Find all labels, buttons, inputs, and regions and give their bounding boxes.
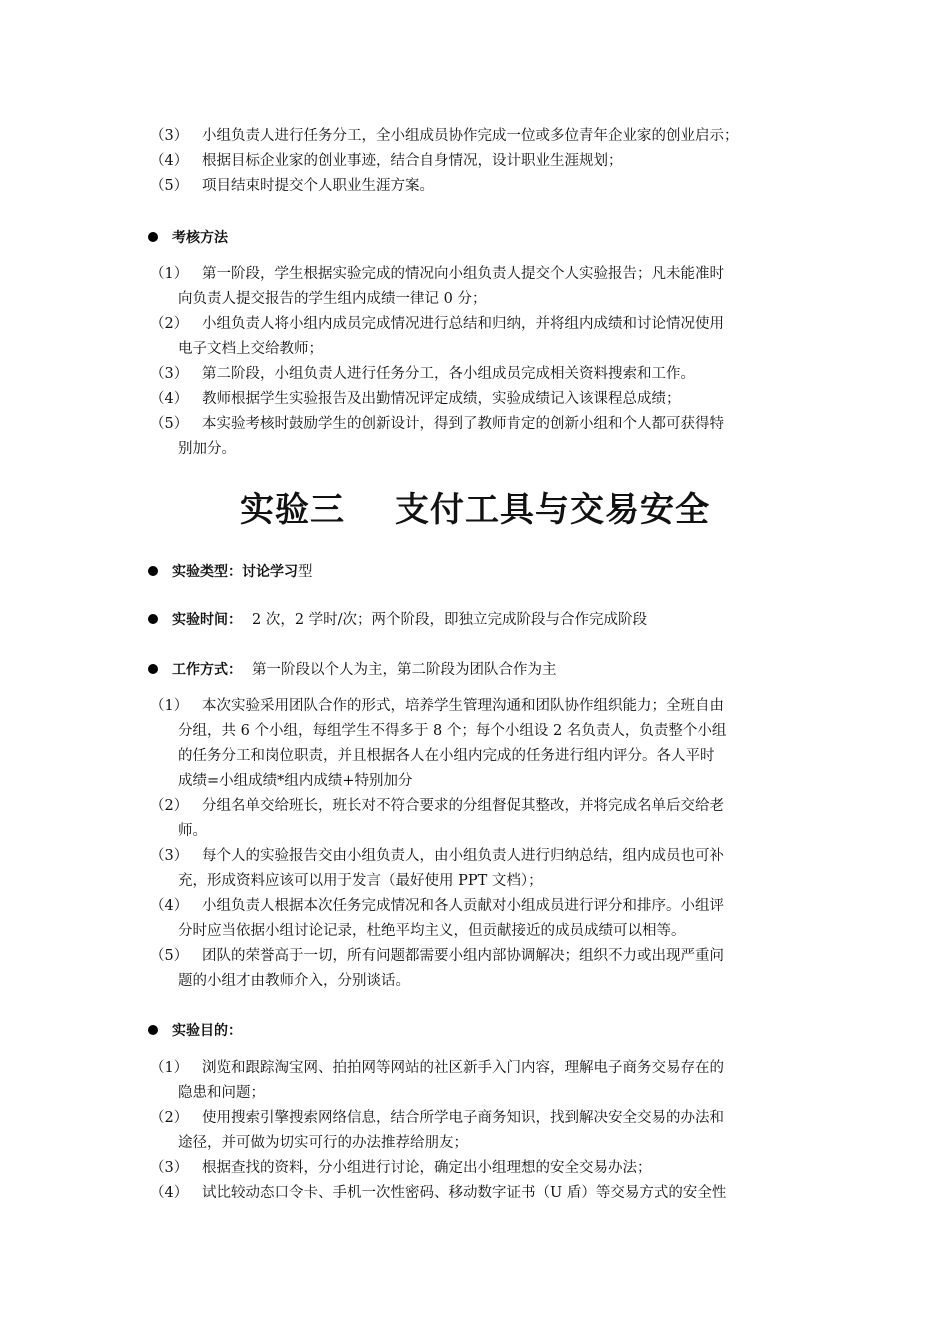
assessment-list <box>150 262 815 462</box>
item-text: 每个人的实验报告交由小组负责人，由小组负责人进行归纳总结，组内成员也可补 <box>202 848 724 864</box>
experiment-time <box>148 608 647 632</box>
item-number: （3） <box>150 366 189 382</box>
item-text: 试比较动态口令卡、手机一次性密码、移动数字证书（U 盾）等交易方式的安全性 <box>202 1185 727 1201</box>
item-text-cont: 别加分。 <box>178 441 236 457</box>
item-number: （5） <box>150 948 189 964</box>
experiment-type <box>148 560 313 584</box>
item-text: 教师根据学生实验报告及出勤情况评定成绩，实验成绩记入该课程总成绩； <box>202 391 681 407</box>
list-item <box>150 694 815 794</box>
list-item <box>150 794 815 844</box>
heading-label: 考核方法 <box>172 230 228 246</box>
item-number: （2） <box>150 1110 189 1126</box>
item-number: （5） <box>150 178 189 194</box>
list-item <box>150 1056 815 1106</box>
mode-label: 工作方式： <box>172 662 242 678</box>
assessment-heading <box>148 226 228 250</box>
list-item <box>150 262 815 312</box>
mode-value: 第一阶段以个人为主，第二阶段为团队合作为主 <box>252 662 557 678</box>
list-item <box>150 1156 815 1181</box>
list-item <box>150 174 815 199</box>
list-item <box>150 312 815 362</box>
bullet-dot-icon <box>148 566 158 576</box>
section-title <box>0 488 950 532</box>
bullet-dot-icon <box>148 232 158 242</box>
list-item <box>150 387 815 412</box>
item-text: 团队的荣誉高于一切，所有问题都需要小组内部协调解决；组织不力或出现严重问 <box>202 948 724 964</box>
list-item <box>150 1106 815 1156</box>
item-text: 第一阶段，学生根据实验完成的情况向小组负责人提交个人实验报告；凡未能准时 <box>202 266 724 282</box>
item-number: （1） <box>150 266 189 282</box>
item-text-cont: 成绩=小组成绩*组内成绩+特别加分 <box>178 773 413 789</box>
list-item <box>150 362 815 387</box>
item-text: 项目结束时提交个人职业生涯方案。 <box>202 178 434 194</box>
list-item <box>150 412 815 462</box>
item-text: 根据目标企业家的创业事迹，结合自身情况，设计职业生涯规划； <box>202 153 623 169</box>
item-text: 本实验考核时鼓励学生的创新设计，得到了教师肯定的创新小组和个人都可获得特 <box>202 416 724 432</box>
item-text: 使用搜索引擎搜索网络信息，结合所学电子商务知识，找到解决安全交易的办法和 <box>202 1110 724 1126</box>
time-value: 2 次，2 学时/次；两个阶段，即独立完成阶段与合作完成阶段 <box>252 612 648 628</box>
list-item <box>150 844 815 894</box>
type-value-tail: 型 <box>298 564 313 580</box>
item-number: （4） <box>150 898 189 914</box>
bullet-dot-icon <box>148 614 158 624</box>
item-text-cont: 充，形成资料应该可以用于发言（最好使用 PPT 文档）； <box>178 873 543 889</box>
item-number: （2） <box>150 316 189 332</box>
item-text: 第二阶段，小组负责人进行任务分工，各小组成员完成相关资料搜索和工作。 <box>202 366 695 382</box>
work-mode <box>148 658 557 682</box>
item-number: （3） <box>150 128 189 144</box>
item-text-cont: 向负责人提交报告的学生组内成绩一律记 0 分； <box>178 291 487 307</box>
item-text-cont: 师。 <box>178 823 207 839</box>
item-text: 小组负责人将小组内成员完成情况进行总结和归纳，并将组内成绩和讨论情况使用 <box>202 316 724 332</box>
item-text-cont: 分时应当依据小组讨论记录，杜绝平均主义，但贡献接近的成员成绩可以相等。 <box>178 923 686 939</box>
item-text-cont: 隐患和问题； <box>178 1085 265 1101</box>
type-value: 讨论学习 <box>242 564 298 580</box>
list-item <box>150 149 815 174</box>
item-text: 本次实验采用团队合作的形式，培养学生管理沟通和团队协作组织能力；全班自由 <box>202 698 724 714</box>
item-text: 浏览和跟踪淘宝网、拍拍网等网站的社区新手入门内容，理解电子商务交易存在的 <box>202 1060 724 1076</box>
type-label: 实验类型： <box>172 564 242 580</box>
item-text-cont: 分组，共 6 个小组，每组学生不得多于 8 个；每个小组设 2 名负责人，负责整个小组 <box>178 723 727 739</box>
item-text: 小组负责人进行任务分工，全小组成员协作完成一位或多位青年企业家的创业启示； <box>202 128 739 144</box>
title-number: 实验三 <box>240 490 345 530</box>
list-item <box>150 944 815 994</box>
item-text-cont: 题的小组才由教师介入，分别谈话。 <box>178 973 410 989</box>
heading-label: 实验目的： <box>172 1023 242 1039</box>
item-text-cont: 电子文档上交给教师； <box>178 341 323 357</box>
item-text-cont: 的任务分工和岗位职责，并且根据各人在小组内完成的任务进行组内评分。各人平时 <box>178 748 715 764</box>
list-item <box>150 894 815 944</box>
item-number: （4） <box>150 391 189 407</box>
item-number: （4） <box>150 1185 189 1201</box>
item-text: 小组负责人根据本次任务完成情况和各人贡献对小组成员进行评分和排序。小组评 <box>202 898 724 914</box>
item-number: （2） <box>150 798 189 814</box>
item-number: （1） <box>150 1060 189 1076</box>
item-number: （3） <box>150 1160 189 1176</box>
purpose-heading <box>148 1019 242 1043</box>
bullet-dot-icon <box>148 1025 158 1035</box>
work-list <box>150 694 815 994</box>
list-item <box>150 1181 815 1206</box>
item-number: （4） <box>150 153 189 169</box>
list-top <box>150 124 815 199</box>
item-text-cont: 途径，并可做为切实可行的办法推荐给朋友； <box>178 1135 468 1151</box>
item-number: （5） <box>150 416 189 432</box>
bullet-dot-icon <box>148 664 158 674</box>
list-item <box>150 124 815 149</box>
time-label: 实验时间： <box>172 612 242 628</box>
item-number: （1） <box>150 698 189 714</box>
item-text: 分组名单交给班长，班长对不符合要求的分组督促其整改，并将完成名单后交给老 <box>202 798 724 814</box>
purpose-list <box>150 1056 815 1206</box>
title-text: 支付工具与交易安全 <box>395 490 710 530</box>
item-text: 根据查找的资料，分小组进行讨论，确定出小组理想的安全交易办法； <box>202 1160 652 1176</box>
item-number: （3） <box>150 848 189 864</box>
